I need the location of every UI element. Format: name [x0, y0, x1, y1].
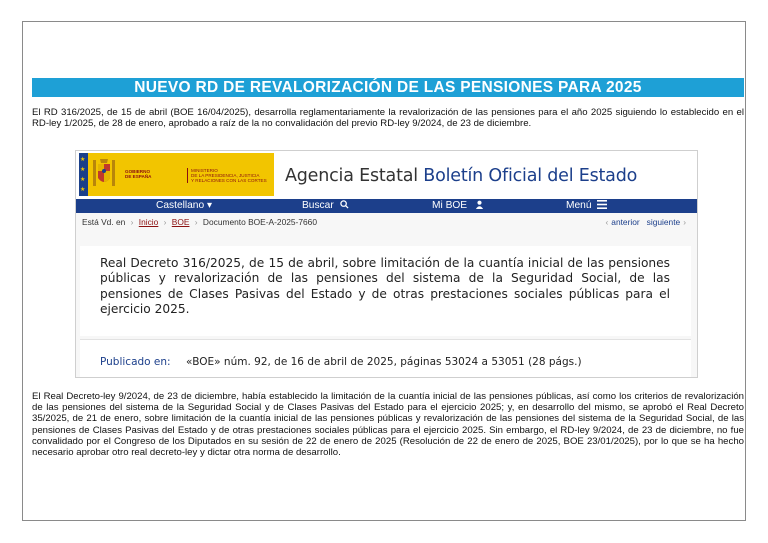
eu-flag-strip: ★ ★ ★ ★ [79, 153, 88, 196]
publication-info [80, 339, 691, 378]
document-pager [602, 213, 689, 231]
language-selector[interactable]: Castellano ▾ [156, 200, 213, 211]
next-link[interactable]: siguiente [646, 217, 681, 227]
menu-icon [597, 200, 607, 209]
breadcrumb-prefix: Está Vd. en [82, 217, 126, 227]
boe-brand[interactable] [285, 166, 637, 186]
breadcrumb [76, 213, 697, 231]
breadcrumb-home-link[interactable]: Inicio [138, 217, 159, 227]
document-title-card [80, 246, 691, 336]
intro-paragraph: El RD 316/2025, de 15 de abril (BOE 16/04/2025), desarrolla reglamentariamente la revalorización de las pensiones para el año 2025 siguiendo lo establecido en el RD-ley 1/2025, de 28 de enero, aprobado a raíz de la no convalidación del previo RD-ley 9/2024, de 23 de diciembre. [32, 107, 744, 130]
published-label: Publicado en: [100, 356, 171, 368]
chevron-right-icon: › [683, 217, 686, 227]
brand-name: Boletín Oficial del Estado [423, 166, 638, 186]
body-paragraph: El Real Decreto-ley 9/2024, de 23 de diciembre, había establecido la limitación de la cuantía inicial de las pensiones públicas, así como los criterios de revalorización de las pensiones del sistema de la Seguridad Social y de Clases Pasivas del Estado para el ejercicio 2025; y, en desarrollo del mismo, se aprobó el Real Decreto 35/2025, de 21 de enero, sobre limitación de la cuantía inicial de las pensiones públicas y revalorización de las pensiones del sistema de la Seguridad Social, de las pensiones de Clases Pasivas del Estado y de otras prestaciones sociales públicas para el ejercicio 2025. Sin embargo, el RD-ley 9/2024, de 23 de diciembre, no fue convalidado por el Congreso de los Diputados en su sesión de 22 de enero de 2025 (Resolución de 22 de enero de 2025, BOE 23/01/2025), por lo que se ha hecho necesario aprobar otro real decreto-ley y dictar otra norma de desarrollo. [32, 391, 744, 459]
boe-header [76, 151, 697, 199]
page-title: NUEVO RD DE REVALORIZACIÓN DE LAS PENSIONES PARA 2025 [32, 78, 744, 97]
main-nav [76, 199, 697, 213]
previous-link[interactable]: anterior [611, 217, 640, 227]
chevron-left-icon: ‹ [605, 217, 609, 227]
breadcrumb-separator: › [163, 217, 167, 227]
coat-of-arms-icon [91, 157, 117, 192]
government-logo[interactable] [79, 153, 274, 196]
boe-screenshot [75, 150, 698, 378]
my-boe-button[interactable]: Mi BOE [432, 199, 484, 213]
user-icon [475, 200, 484, 209]
ministry-name: MINISTERIO DE LA PRESIDENCIA, JUSTICIA Y RELACIONES CON LAS CORTES [187, 168, 267, 183]
breadcrumb-current: Documento BOE-A-2025-7660 [202, 217, 317, 227]
document-title: Real Decreto 316/2025, de 15 de abril, sobre limitación de la cuantía inicial de las pensiones públicas y revalorización de las pensiones del sistema de la Seguridad Social, de las pensiones de Clases Pasivas del Estado y de otras prestaciones sociales públicas para el ejercicio 2025. [100, 256, 670, 316]
published-value: «BOE» núm. 92, de 16 de abril de 2025, páginas 53024 a 53051 (28 págs.) [186, 356, 582, 368]
government-name: GOBIERNO DE ESPAÑA [125, 169, 152, 179]
chevron-down-icon: ▾ [206, 200, 213, 211]
menu-button[interactable]: Menú [566, 199, 607, 213]
breadcrumb-separator: › [194, 217, 198, 227]
search-button[interactable]: Buscar [302, 199, 349, 213]
breadcrumb-boe-link[interactable]: BOE [171, 217, 190, 227]
search-icon [340, 200, 349, 209]
breadcrumb-separator: › [130, 217, 134, 227]
brand-prefix: Agencia Estatal [285, 166, 418, 186]
